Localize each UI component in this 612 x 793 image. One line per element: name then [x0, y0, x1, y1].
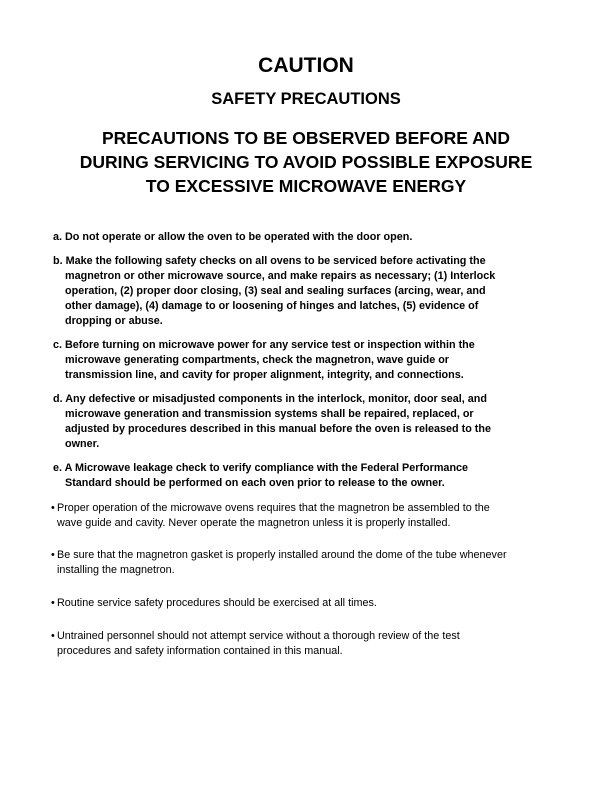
precaution-item-a — [53, 230, 563, 245]
bullet-icon: • — [51, 597, 55, 609]
item-line: procedures and safety information contained in this manual. — [57, 645, 343, 657]
main-heading-line: DURING SERVICING TO AVOID POSSIBLE EXPOSURE — [79, 152, 533, 172]
precaution-item-b — [53, 254, 563, 329]
item-line: Standard should be performed on each oven prior to release to the owner. — [65, 477, 445, 489]
item-line: a. Do not operate or allow the oven to be operated with the door open. — [53, 231, 413, 243]
item-line: owner. — [65, 438, 100, 450]
item-line: microwave generation and transmission systems shall be repaired, replaced, or — [65, 408, 474, 420]
item-line: Routine service safety procedures should be exercised at all times. — [57, 597, 377, 609]
item-line: microwave generating compartments, check the magnetron, wave guide or — [65, 354, 449, 366]
item-line: operation, (2) proper door closing, (3) seal and sealing surfaces (arcing, wear, and — [65, 285, 486, 297]
item-line: transmission line, and cavity for proper alignment, integrity, and connections. — [65, 369, 464, 381]
bullet-item-magnetron-gasket — [51, 548, 571, 578]
bullet-icon: • — [51, 502, 55, 514]
bullet-item-routine-procedures — [51, 596, 571, 611]
item-line: d. Any defective or misadjusted components in the interlock, monitor, door seal, and — [53, 393, 487, 405]
bullet-item-untrained-personnel — [51, 629, 571, 659]
bullet-item-magnetron-assembly — [51, 501, 571, 531]
item-line: magnetron or other microwave source, and make repairs as necessary; (1) Interlock — [65, 270, 496, 282]
item-line: e. A Microwave leakage check to verify compliance with the Federal Performance — [53, 462, 469, 474]
item-line: Be sure that the magnetron gasket is properly installed around the dome of the tube whenever — [57, 549, 507, 561]
main-heading-line: PRECAUTIONS TO BE OBSERVED BEFORE AND — [101, 128, 511, 148]
main-heading — [30, 126, 582, 198]
item-line: installing the magnetron. — [57, 564, 175, 576]
caution-title: CAUTION — [258, 54, 354, 77]
item-line: wave guide and cavity. Never operate the magnetron unless it is properly installed. — [57, 517, 451, 529]
precaution-item-e — [53, 461, 563, 491]
item-line: other damage), (4) damage to or loosening of hinges and latches, (5) evidence of — [65, 300, 479, 312]
item-line: dropping or abuse. — [65, 315, 163, 327]
item-line: Untrained personnel should not attempt service without a thorough review of the test — [57, 630, 460, 642]
bullet-icon: • — [51, 549, 55, 561]
bullet-icon: • — [51, 630, 55, 642]
item-line: c. Before turning on microwave power for any service test or inspection within the — [53, 339, 475, 351]
precaution-item-d — [53, 392, 563, 452]
item-line: b. Make the following safety checks on all ovens to be serviced before activating the — [53, 255, 486, 267]
safety-precautions-subtitle: SAFETY PRECAUTIONS — [211, 90, 401, 108]
main-heading-line: TO EXCESSIVE MICROWAVE ENERGY — [145, 176, 467, 196]
item-line: Proper operation of the microwave ovens requires that the magnetron be assembled to the — [57, 502, 490, 514]
item-line: adjusted by procedures described in this manual before the oven is released to the — [65, 423, 491, 435]
precaution-item-c — [53, 338, 563, 383]
